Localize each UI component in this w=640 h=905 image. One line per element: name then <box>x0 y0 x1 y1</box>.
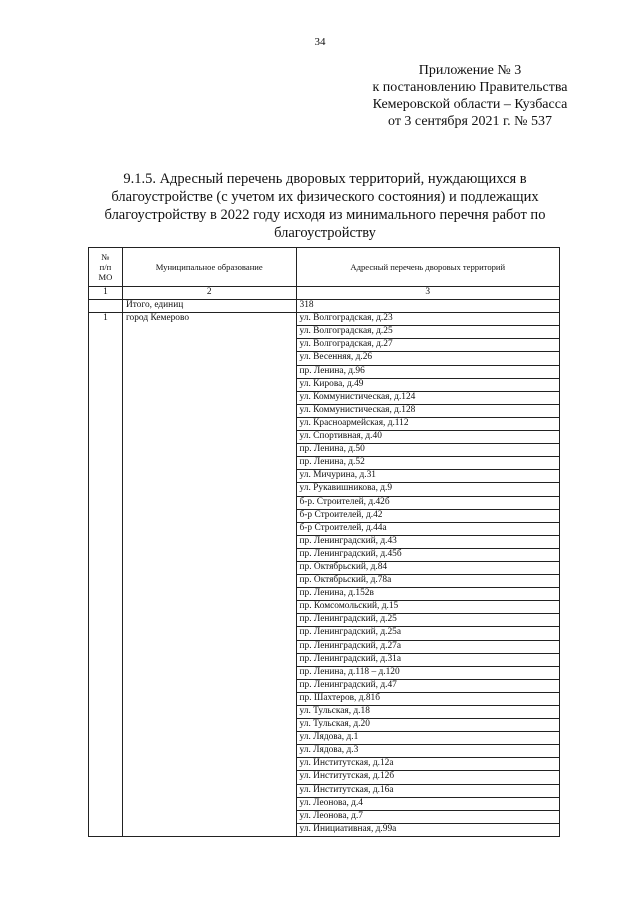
address-cell: пр. Ленинградский, д.27а <box>296 640 559 653</box>
address-cell: пр. Ленина, д.96 <box>296 365 559 378</box>
column-number: 3 <box>296 287 559 300</box>
total-empty-cell <box>89 300 123 313</box>
header-number-line: МО <box>98 272 113 282</box>
address-cell: ул. Волгоградская, д.23 <box>296 313 559 326</box>
mo-name: город Кемерово <box>122 313 296 837</box>
address-cell: пр. Ленинградский, д.25а <box>296 627 559 640</box>
table-row <box>89 313 560 326</box>
address-cell: ул. Коммунистическая, д.128 <box>296 404 559 417</box>
address-cell: ул. Институтская, д.12б <box>296 771 559 784</box>
title-line: благоустройстве (с учетом их физического состояния) и подлежащих <box>111 189 539 205</box>
appendix-line: к постановлению Правительства <box>372 80 568 95</box>
address-cell: пр. Комсомольский, д.15 <box>296 601 559 614</box>
address-cell: пр. Ленинградский, д.31а <box>296 653 559 666</box>
address-cell: ул. Институтская, д.16а <box>296 784 559 797</box>
address-cell: пр. Ленинградский, д.25 <box>296 614 559 627</box>
address-cell: ул. Лядова, д.1 <box>296 732 559 745</box>
address-cell: пр. Ленина, д.50 <box>296 444 559 457</box>
address-cell: пр. Ленина, д.152в <box>296 588 559 601</box>
address-cell: ул. Коммунистическая, д.124 <box>296 391 559 404</box>
total-label: Итого, единиц <box>122 300 296 313</box>
header-number-line: п/п <box>99 262 112 272</box>
address-cell: пр. Ленинградский, д.45б <box>296 548 559 561</box>
address-cell: ул. Спортивная, д.40 <box>296 431 559 444</box>
appendix-line: от 3 сентября 2021 г. № 537 <box>388 114 552 129</box>
address-cell: ул. Волгоградская, д.25 <box>296 326 559 339</box>
total-row <box>89 300 560 313</box>
title-line: 9.1.5. Адресный перечень дворовых территорий, нуждающихся в <box>123 171 527 187</box>
header-municipality: Муниципальное образование <box>122 248 296 287</box>
appendix-line: Кемеровской области – Кузбасса <box>372 97 568 112</box>
header-address-list: Адресный перечень дворовых территорий <box>296 248 559 287</box>
address-cell: ул. Леонова, д.7 <box>296 810 559 823</box>
address-cell: пр. Шахтеров, д.81б <box>296 692 559 705</box>
address-cell: ул. Кирова, д.49 <box>296 378 559 391</box>
address-cell: ул. Тульская, д.18 <box>296 706 559 719</box>
address-cell: б-р Строителей, д.42 <box>296 509 559 522</box>
address-cell: ул. Леонова, д.4 <box>296 797 559 810</box>
header-number <box>89 248 123 287</box>
page-number: 34 <box>314 36 326 48</box>
table-header-row <box>89 248 560 287</box>
address-cell: пр. Ленинградский, д.43 <box>296 535 559 548</box>
mo-number: 1 <box>89 313 123 837</box>
address-cell: пр. Ленина, д.118 – д.120 <box>296 666 559 679</box>
address-cell: пр. Октябрьский, д.84 <box>296 561 559 574</box>
column-numbers-row <box>89 287 560 300</box>
address-cell: пр. Ленинградский, д.47 <box>296 679 559 692</box>
address-cell: ул. Инициативная, д.99а <box>296 823 559 836</box>
column-number: 2 <box>122 287 296 300</box>
address-table <box>88 247 560 837</box>
document-title <box>85 170 565 242</box>
appendix-block <box>340 62 600 130</box>
address-cell: б-р. Строителей, д.42б <box>296 496 559 509</box>
total-value: 318 <box>296 300 559 313</box>
address-cell: ул. Волгоградская, д.27 <box>296 339 559 352</box>
address-cell: пр. Ленина, д.52 <box>296 457 559 470</box>
column-number: 1 <box>89 287 123 300</box>
title-line: благоустройству в 2022 году исходя из минимального перечня работ по <box>104 207 546 223</box>
address-cell: ул. Мичурина, д.31 <box>296 470 559 483</box>
address-cell: б-р Строителей, д.44а <box>296 522 559 535</box>
address-cell: ул. Институтская, д.12а <box>296 758 559 771</box>
address-cell: ул. Лядова, д.3 <box>296 745 559 758</box>
title-line: благоустройству <box>274 225 376 241</box>
appendix-line: Приложение № 3 <box>418 63 522 78</box>
address-cell: пр. Октябрьский, д.78а <box>296 575 559 588</box>
address-cell: ул. Красноармейская, д.112 <box>296 417 559 430</box>
address-cell: ул. Рукавишникова, д.9 <box>296 483 559 496</box>
address-cell: ул. Тульская, д.20 <box>296 719 559 732</box>
header-number-line: № <box>101 252 110 262</box>
address-cell: ул. Весенняя, д.26 <box>296 352 559 365</box>
